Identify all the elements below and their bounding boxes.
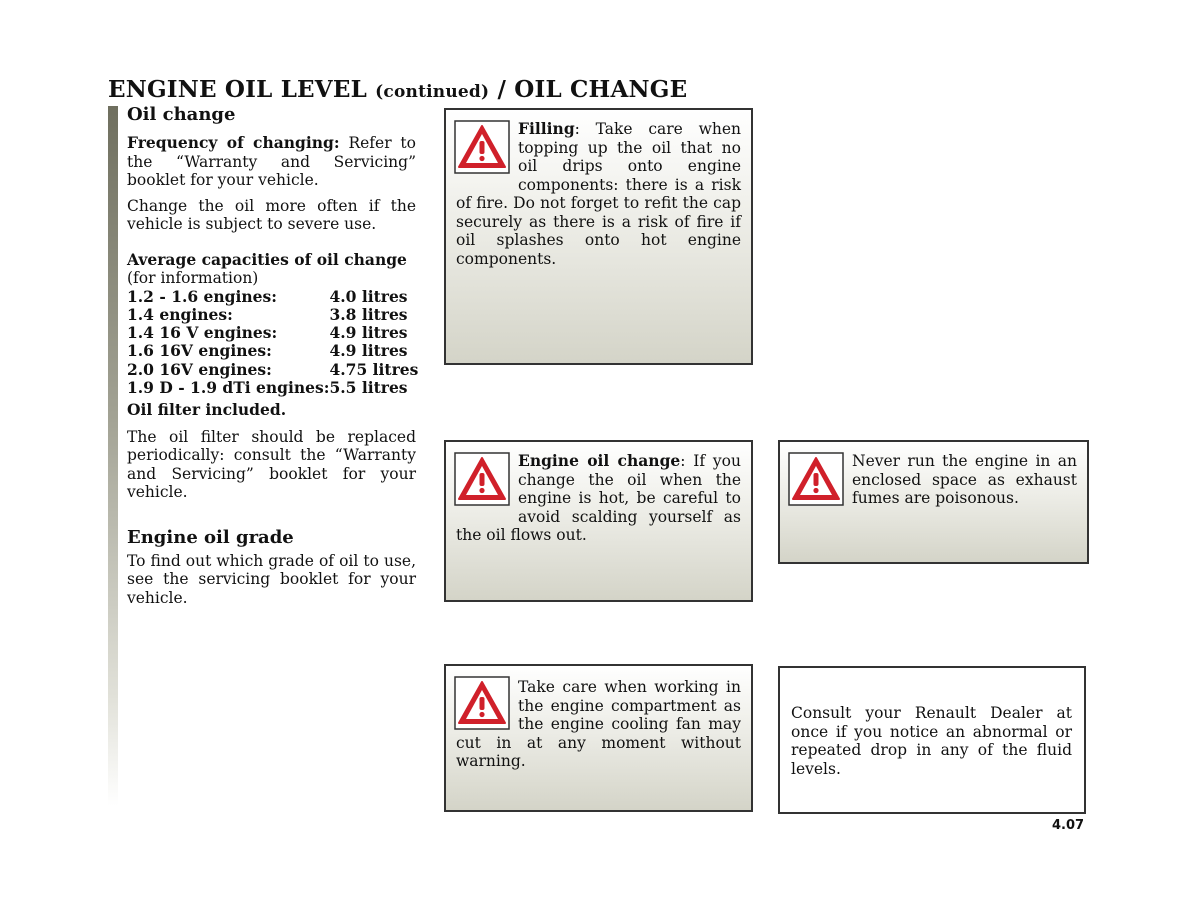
capacities-label: Average capacities of oil change — [127, 249, 407, 269]
volume-cell: 4.9 litres — [329, 323, 408, 343]
table-row — [127, 324, 418, 342]
volume-cell: 3.8 litres — [329, 304, 408, 324]
filling-label: Filling — [518, 119, 575, 138]
filter-included-text: Oil filter included. — [127, 400, 287, 420]
engine-cell: 1.6 16V engines: — [127, 341, 272, 361]
capacities-table — [127, 288, 418, 398]
warning-triangle-icon — [788, 452, 844, 506]
volume-cell: 5.5 litres — [329, 377, 408, 397]
cooling-fan-text: Take care when working in the engine compartment as the engine cooling fan may cut in at any moment without warning. — [456, 678, 741, 770]
capacities-note: (for information) — [127, 269, 259, 287]
table-row — [127, 342, 418, 360]
filling-text: : Take care when topping up the oil that no oil drips onto engine components: there is a risk of fire. Do not forget to refit the cap securely as there is a risk of fire if oil splashes onto hot engine components. — [456, 120, 741, 268]
volume-cell: 4.75 litres — [329, 359, 419, 379]
warning-box-oil-change — [444, 440, 753, 602]
page-number: 4.07 — [1052, 818, 1085, 833]
dealer-text: Consult your Renault Dealer at once if you notice an abnormal or repeated drop in any of the fluid levels. — [791, 704, 1072, 778]
title-continued: (continued) — [375, 82, 490, 102]
frequency-label: Frequency of changing: — [127, 133, 340, 152]
table-row — [127, 306, 418, 324]
info-box-dealer — [778, 666, 1086, 814]
oil-grade-heading: Engine oil grade — [127, 526, 294, 548]
table-row — [127, 288, 418, 306]
title-main: ENGINE OIL LEVEL — [108, 76, 367, 103]
volume-cell: 4.9 litres — [329, 341, 408, 361]
warning-triangle-icon — [454, 676, 510, 730]
left-column — [127, 104, 419, 614]
filter-paragraph: The oil filter should be replaced periodically: consult the “Warranty and Servicing” booklet for your vehicle. — [127, 427, 416, 502]
frequency-paragraph — [127, 134, 416, 190]
engine-cell: 2.0 16V engines: — [127, 359, 272, 379]
warning-triangle-icon — [454, 452, 510, 506]
warning-triangle-icon — [454, 120, 510, 174]
engine-cell: 1.4 16 V engines: — [127, 323, 278, 343]
engine-cell: 1.9 D - 1.9 dTi engines: — [127, 377, 330, 397]
table-row — [127, 361, 418, 379]
enclosed-space-text: Never run the engine in an enclosed space as exhaust fumes are poisonous. — [852, 452, 1077, 507]
severe-use-paragraph: Change the oil more often if the vehicle is subject to severe use. — [127, 196, 416, 233]
warning-box-filling — [444, 108, 753, 365]
oil-change-label: Engine oil change — [518, 451, 681, 470]
volume-cell: 4.0 litres — [329, 286, 408, 306]
table-row — [127, 379, 418, 397]
oil-grade-paragraph: To find out which grade of oil to use, see the servicing booklet for your vehicle. — [127, 551, 416, 607]
engine-cell: 1.4 engines: — [127, 304, 233, 324]
warning-box-enclosed-space — [778, 440, 1089, 564]
filter-included — [127, 401, 416, 420]
title-rest: / OIL CHANGE — [497, 76, 688, 103]
oil-change-heading: Oil change — [127, 104, 236, 125]
capacities-heading — [127, 251, 416, 288]
engine-cell: 1.2 - 1.6 engines: — [127, 286, 277, 306]
warning-box-cooling-fan — [444, 664, 753, 812]
oil-change-text: : If you change the oil when the engine is hot, be careful to avoid scalding yourself as the oil flows out. — [456, 452, 741, 544]
page-title — [108, 76, 687, 103]
section-sidebar-bar — [108, 106, 118, 806]
frequency-text: Refer to the “Warranty and Servicing” booklet for your vehicle. — [127, 134, 416, 189]
